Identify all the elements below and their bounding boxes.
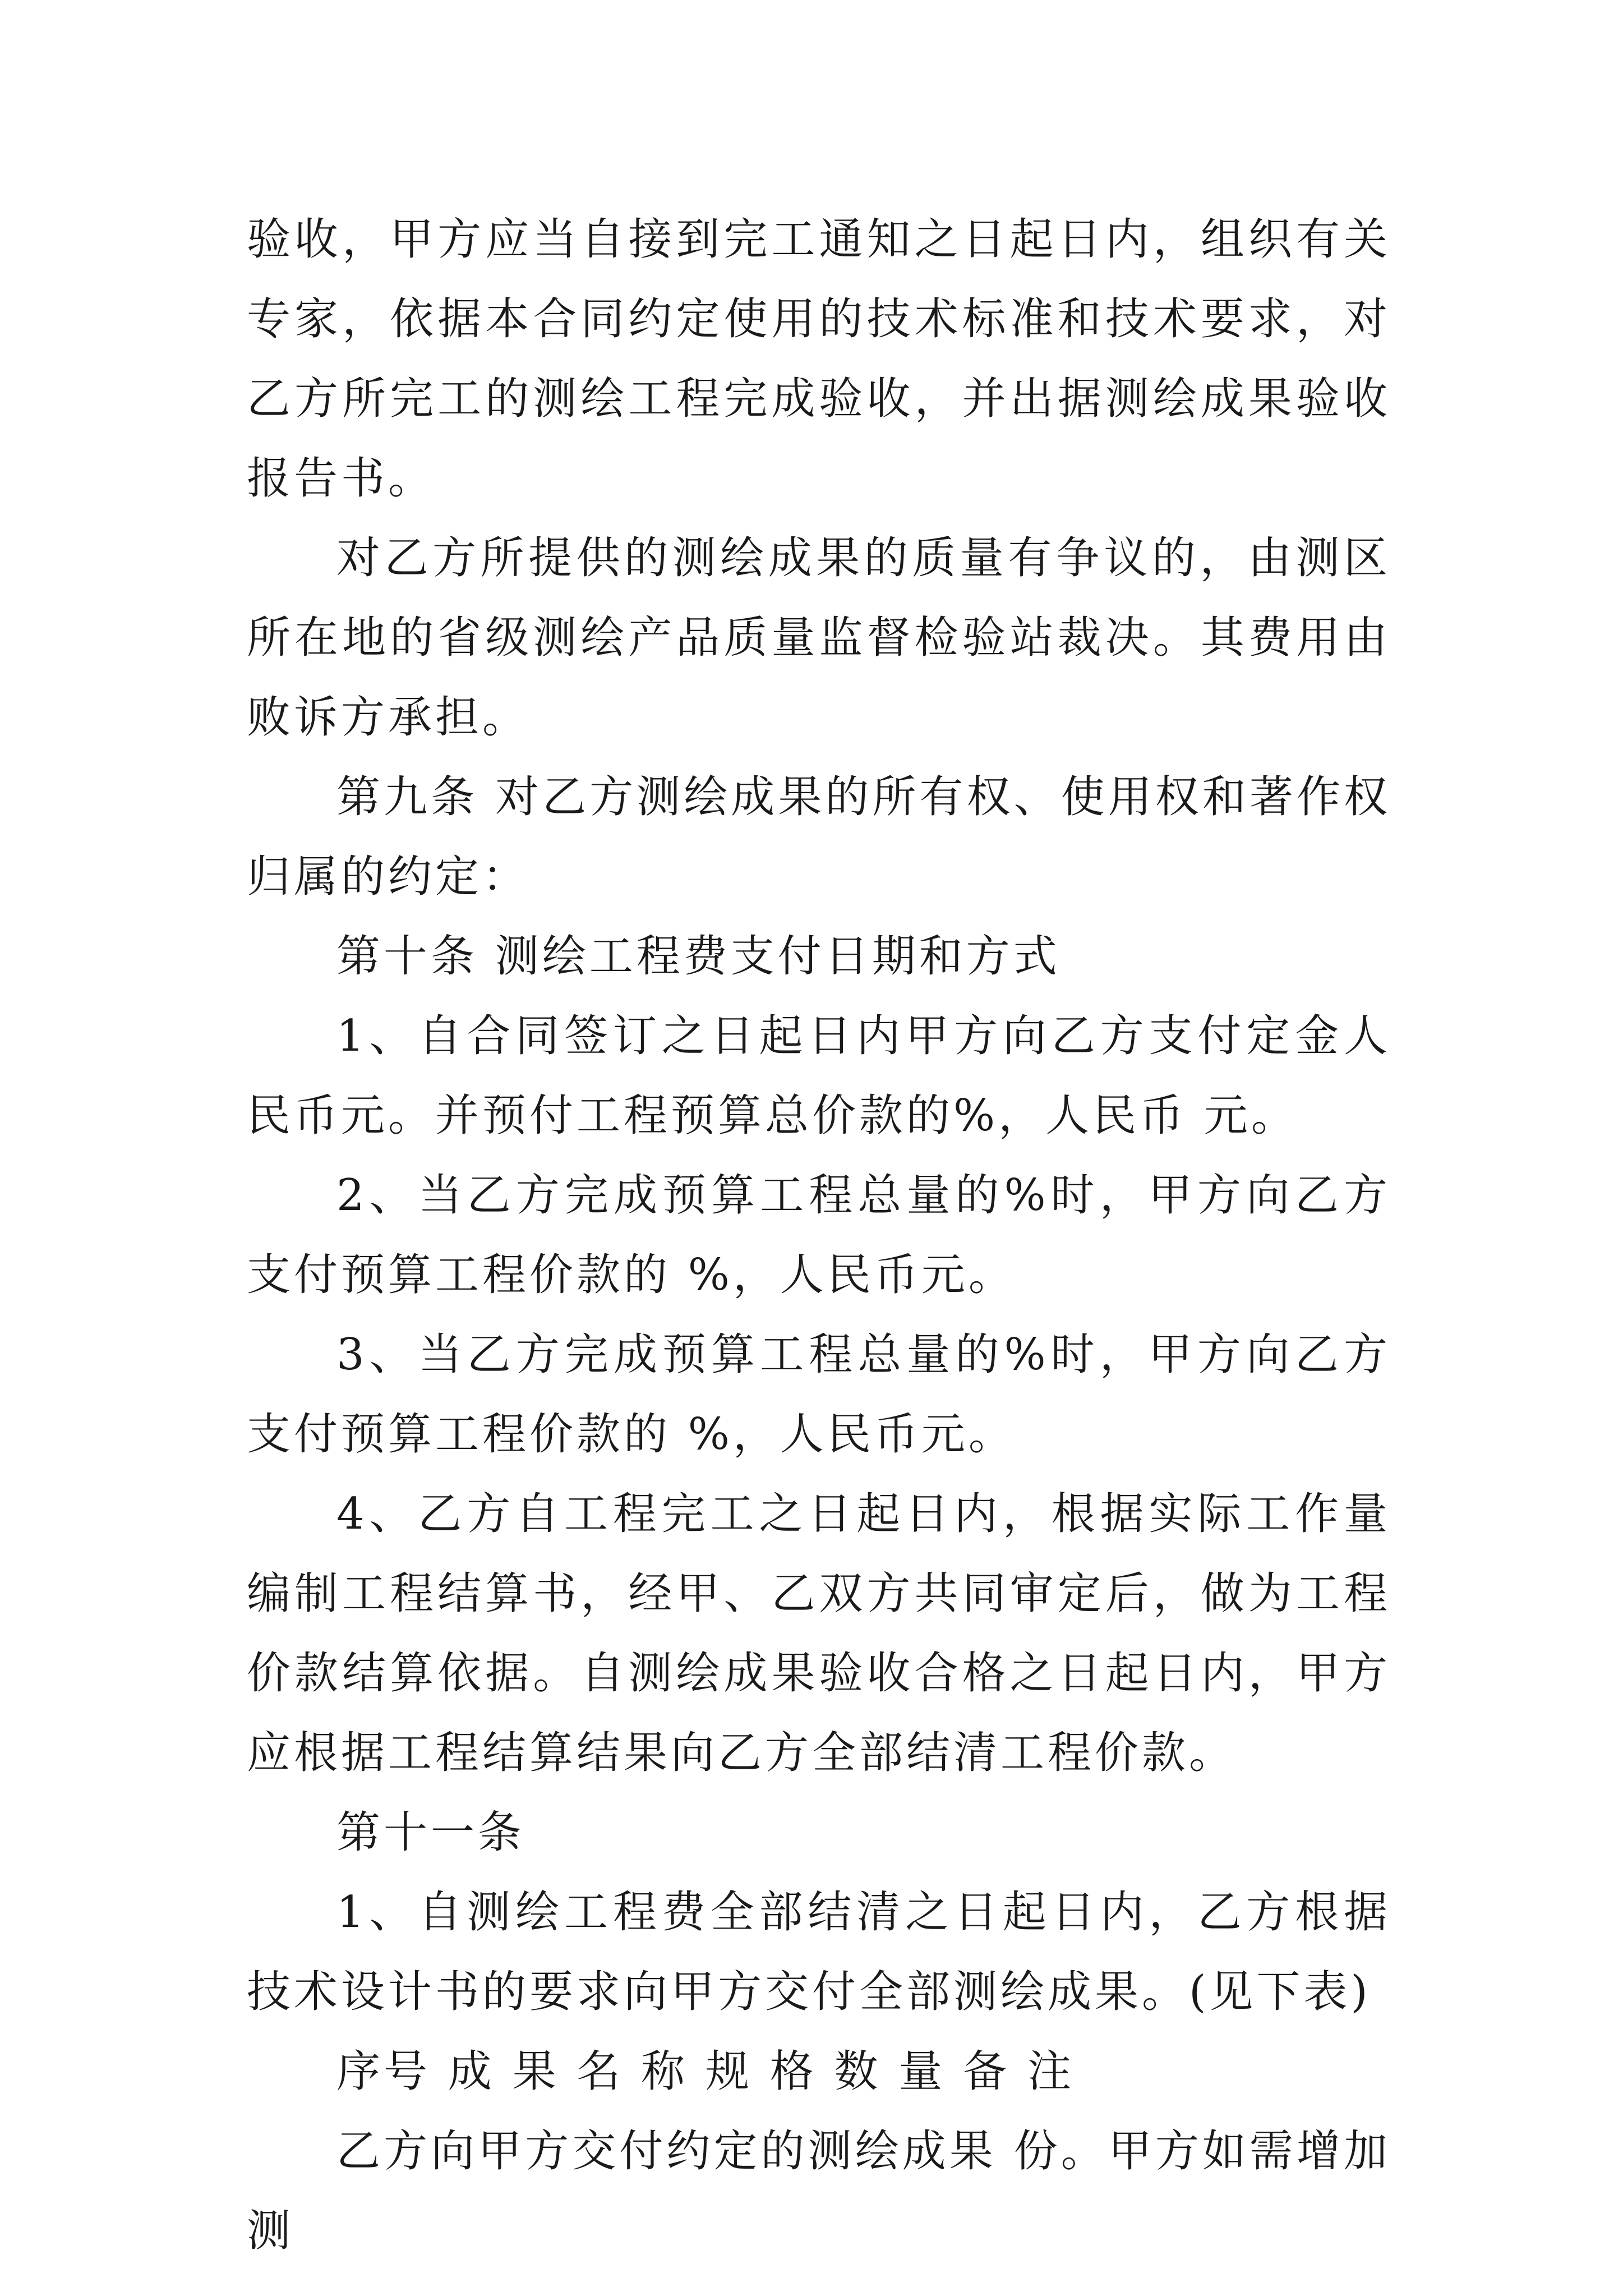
article-10-heading: 第十条 测绘工程费支付日期和方式: [336, 931, 1061, 982]
article-11-heading: 第十一条: [336, 1807, 525, 1858]
payment-clause-1: 1、自合同签订之日起日内甲方向乙方支付定金人民币元。并预付工程预算总价款的%，人民币 元。: [247, 1011, 1391, 1141]
payment-clause-4: 4、乙方自工程完工之日起日内，根据实际工作量编制工程结算书，经甲、乙双方共同审定后，做为工程价款结算依据。自测绘成果验收合格之日起日内，甲方应根据工程结算结果向乙方全部结清工程价款。: [247, 1489, 1391, 1778]
payment-clause-3: 3、当乙方完成预算工程总量的%时，甲方向乙方支付预算工程价款的 %，人民币元。: [247, 1329, 1391, 1460]
delivery-clause-1: 1、自测绘工程费全部结清之日起日内，乙方根据技术设计书的要求向甲方交付全部测绘成果。(见下表): [247, 1887, 1391, 2017]
results-table-header: 序号 成 果 名 称 规 格 数 量 备 注: [336, 2046, 1075, 2097]
paragraph-acceptance-continued: 验收，甲方应当自接到完工通知之日起日内，组织有关专家，依据本合同约定使用的技术标准和技术要求，对乙方所完工的测绘工程完成验收，并出据测绘成果验收报告书。: [247, 214, 1391, 504]
article-9-heading: 第九条 对乙方测绘成果的所有权、使用权和著作权归属的约定：: [247, 772, 1391, 902]
delivery-copies-clause: 乙方向甲方交付约定的测绘成果 份。甲方如需增加测: [247, 2126, 1391, 2256]
document-body: [247, 200, 1391, 2271]
paragraph-quality-dispute: 对乙方所提供的测绘成果的质量有争议的，由测区所在地的省级测绘产品质量监督检验站裁决。其费用由败诉方承担。: [247, 533, 1391, 743]
payment-clause-2: 2、当乙方完成预算工程总量的%时，甲方向乙方支付预算工程价款的 %，人民币元。: [247, 1170, 1391, 1300]
